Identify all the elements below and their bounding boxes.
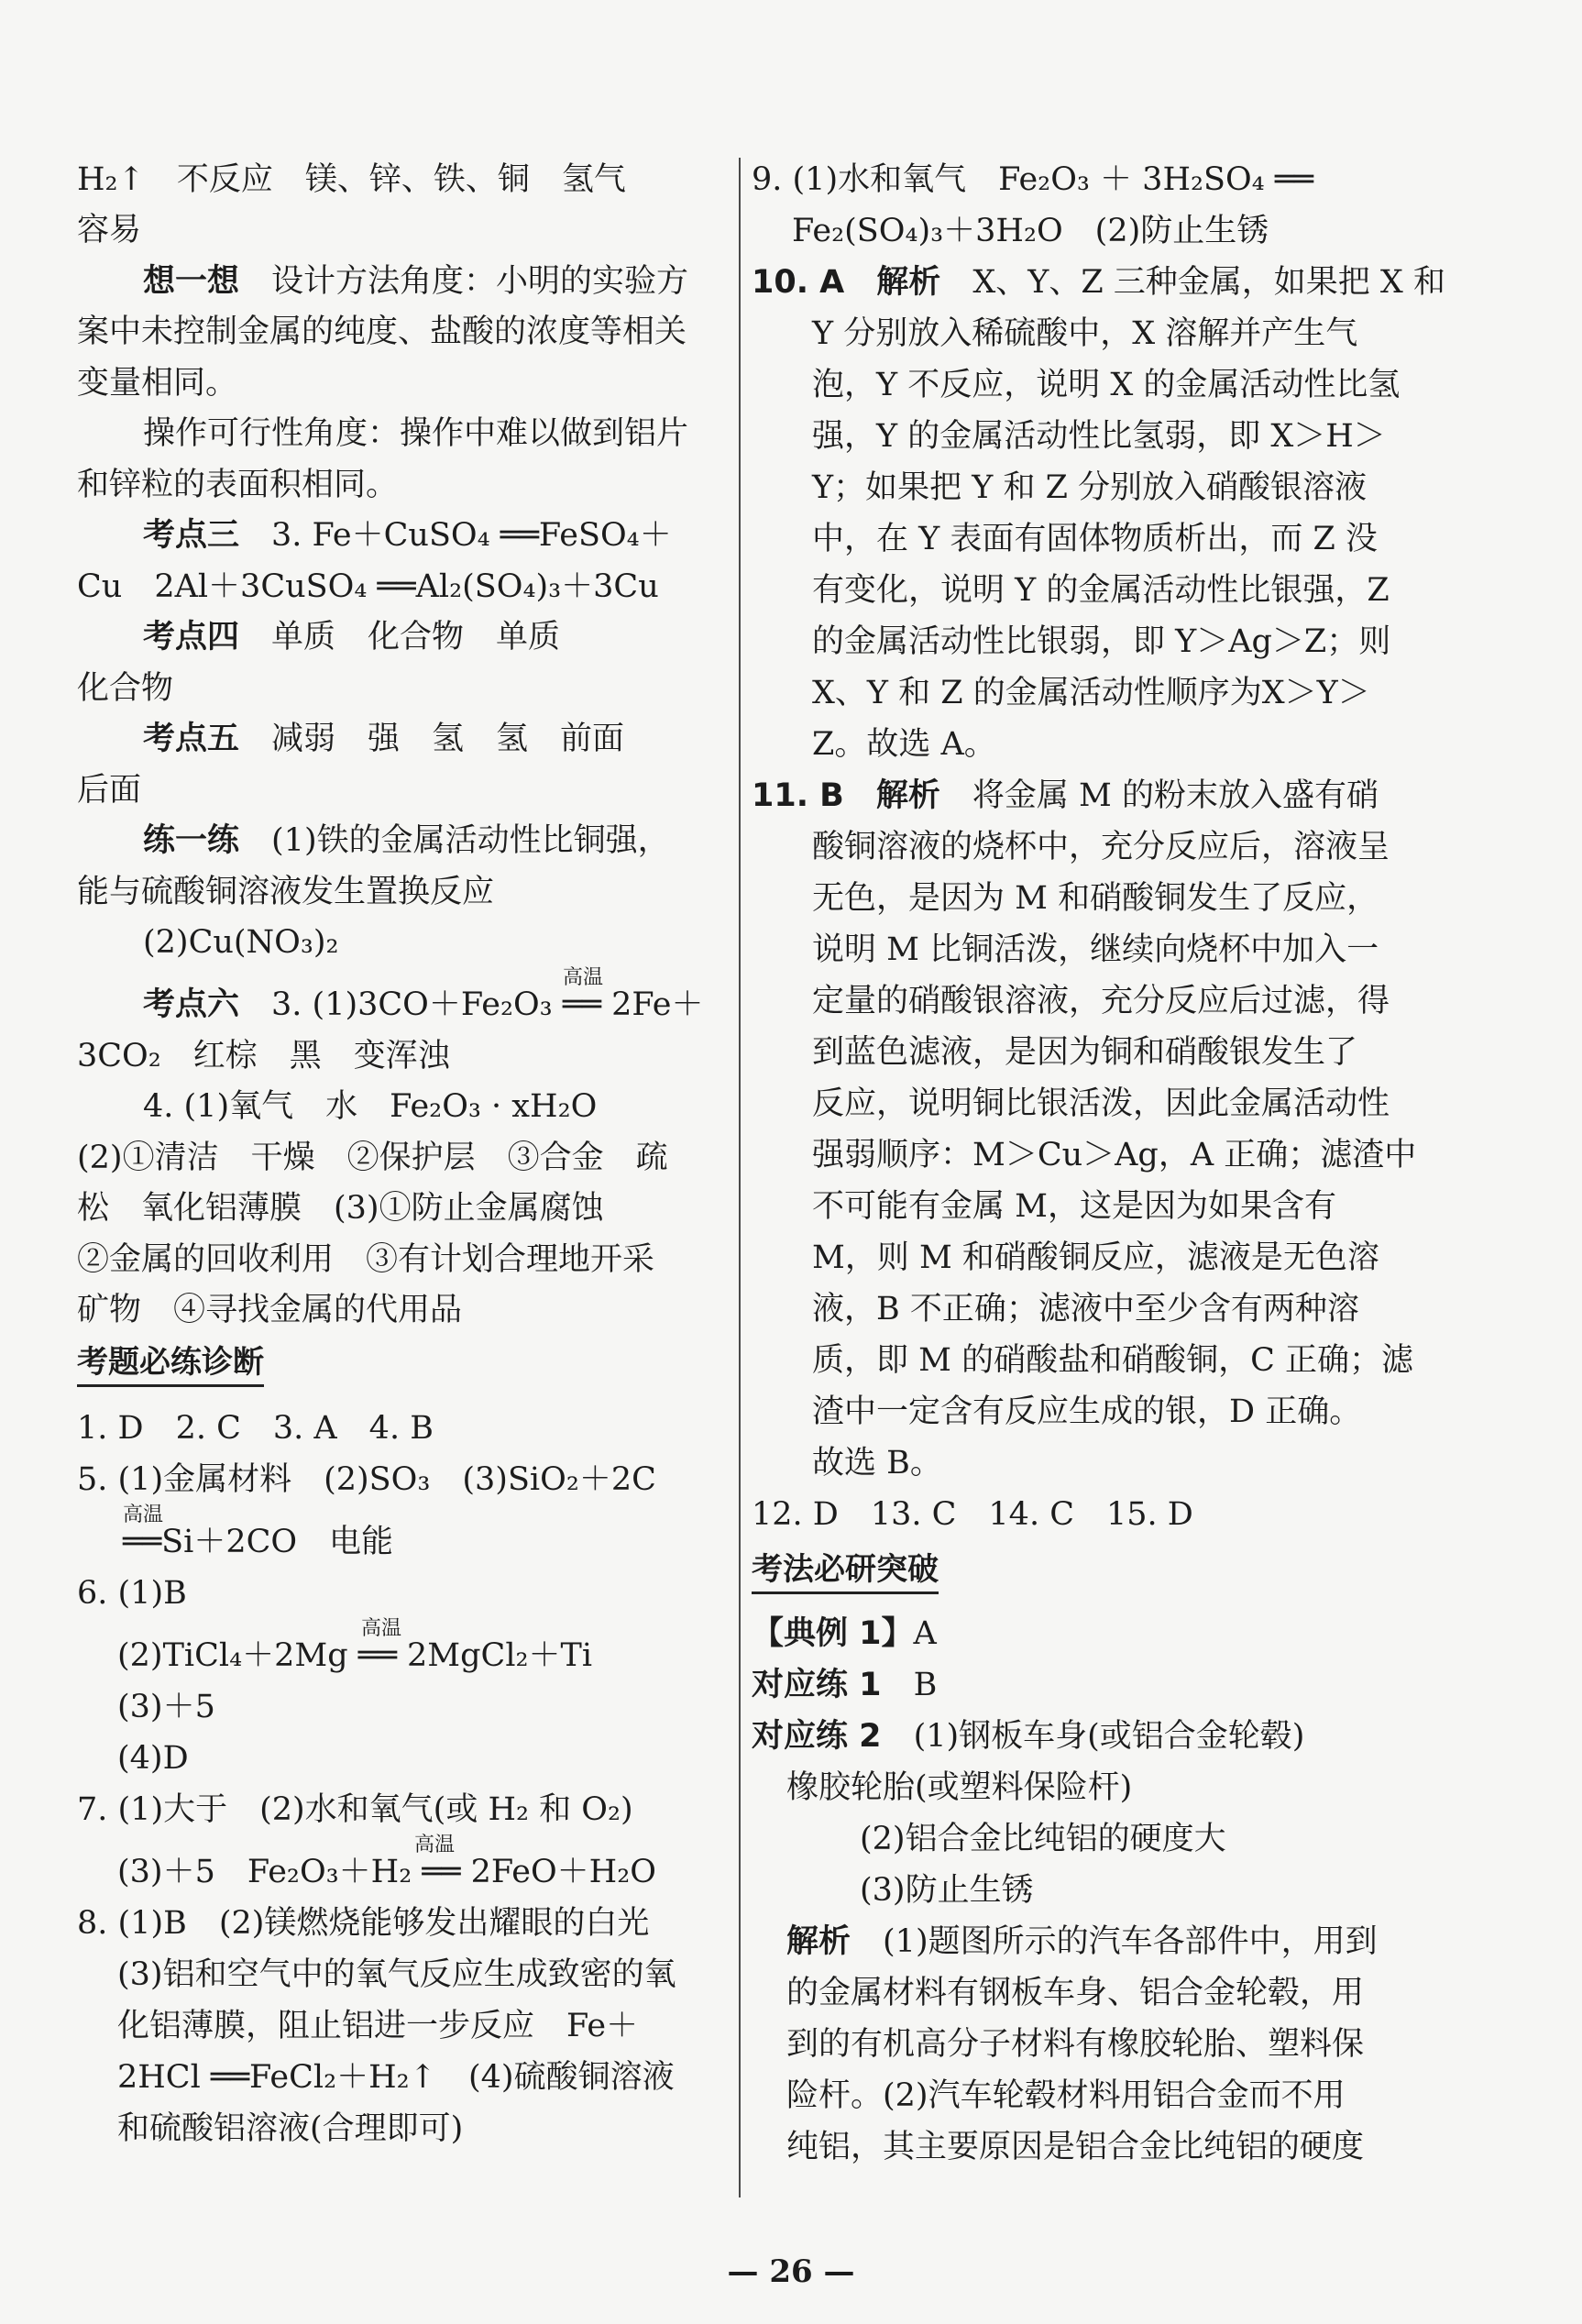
label: 考点六 bbox=[143, 986, 240, 1023]
page-number: — 26 — bbox=[727, 2253, 855, 2290]
reaction-condition: 高温 bbox=[414, 1834, 456, 1856]
text-line: 案中未控制金属的纯度、盐酸的浓度等相关 bbox=[77, 314, 687, 350]
label: 【典例 1】 bbox=[752, 1615, 914, 1652]
text-line: (2)铝合金比纯铝的硬度大 bbox=[860, 1821, 1226, 1857]
text: (1)钢板车身(或铝合金轮毂) bbox=[913, 1718, 1305, 1755]
text-line: Fe₂(SO₄)₃＋3H₂O (2)防止生锈 bbox=[792, 213, 1269, 249]
label: 考点五 bbox=[143, 721, 240, 757]
text: 将金属 M 的粉末放入盛有硝 bbox=[972, 777, 1379, 814]
text-line: 能与硫酸铜溶液发生置换反应 bbox=[77, 874, 495, 910]
text-line: 化铝薄膜，阻止铝进一步反应 Fe＋ bbox=[117, 2008, 639, 2044]
text-line: 液，B 不正确；滤液中至少含有两种溶 bbox=[812, 1291, 1359, 1327]
text-line: 无色，是因为 M 和硝酸铜发生了反应， bbox=[812, 880, 1379, 917]
text-line bbox=[143, 513, 672, 557]
text-line: 8. (1)B (2)镁燃烧能够发出耀眼的白光 bbox=[77, 1905, 650, 1942]
text-line bbox=[143, 819, 670, 863]
text-line: 操作可行性角度：操作中难以做到铝片 bbox=[143, 415, 689, 452]
text-line: 险杆。(2)汽车轮毂材料用铝合金而不用 bbox=[786, 2077, 1346, 2114]
text-line: 质，即 M 的硝酸盐和硝酸铜，C 正确；滤 bbox=[812, 1342, 1413, 1379]
text-line bbox=[752, 1663, 937, 1707]
reaction-condition: 高温 bbox=[123, 1503, 164, 1526]
text-line: (2)①清洁 干燥 ②保护层 ③合金 疏 bbox=[77, 1140, 668, 1176]
text-line: (3)防止生锈 bbox=[860, 1872, 1034, 1909]
text-line: 和硫酸铝溶液(合理即可) bbox=[117, 2110, 464, 2147]
text-line: 2HCl ══FeCl₂＋H₂↑ (4)硫酸铜溶液 bbox=[117, 2059, 675, 2096]
text-line: 定量的硝酸银溶液，充分反应后过滤，得 bbox=[812, 983, 1390, 1019]
text: 3. Fe＋CuSO₄ ══FeSO₄＋ bbox=[271, 517, 672, 554]
text-line: Y 分别放入稀硫酸中，X 溶解并产生气 bbox=[812, 315, 1358, 352]
text-line: 和锌粒的表面积相同。 bbox=[77, 467, 399, 503]
text-line: 强，Y 的金属活动性比氢弱，即 X＞H＞ bbox=[812, 418, 1386, 455]
text: X、Y、Z 三种金属，如果把 X 和 bbox=[972, 264, 1445, 301]
item-number: 10. A bbox=[752, 264, 845, 301]
text-line bbox=[143, 615, 560, 659]
text-line: X、Y 和 Z 的金属活动性顺序为X＞Y＞ bbox=[812, 675, 1370, 711]
label: 解析 bbox=[786, 1923, 851, 1960]
text-line: 有变化，说明 Y 的金属活动性比银强，Z bbox=[812, 572, 1390, 609]
text-line: 纯铝，其主要原因是铝合金比纯铝的硬度 bbox=[786, 2129, 1365, 2165]
text-line: 反应，说明铜比银活泼，因此金属活动性 bbox=[812, 1085, 1390, 1122]
text-line: 变量相同。 bbox=[77, 365, 238, 402]
text: 单质 化合物 单质 bbox=[271, 619, 561, 655]
text-line: (3)铝和空气中的氧气反应生成致密的氧 bbox=[117, 1956, 676, 1993]
text-line bbox=[143, 983, 703, 1027]
text-line: 的金属材料有钢板车身、铝合金轮毂，用 bbox=[786, 1975, 1365, 2011]
text-line bbox=[786, 1920, 1378, 1964]
text-line: 渣中一定含有反应生成的银，D 正确。 bbox=[812, 1393, 1362, 1430]
text-line: ══Si＋2CO 电能 bbox=[123, 1524, 394, 1560]
label: 考点三 bbox=[143, 517, 240, 554]
text-line: 化合物 bbox=[77, 670, 174, 707]
text: 3. (1)3CO＋Fe₂O₃ ══ 2Fe＋ bbox=[271, 986, 704, 1023]
reaction-condition: 高温 bbox=[361, 1617, 402, 1640]
text-line: 泡，Y 不反应，说明 X 的金属活动性比氢 bbox=[812, 367, 1401, 403]
label: 对应练 1 bbox=[752, 1667, 882, 1703]
text-line: 的金属活动性比银弱，即 Y＞Ag＞Z；则 bbox=[812, 623, 1391, 660]
text-line: 9. (1)水和氧气 Fe₂O₃ ＋ 3H₂SO₄ ══ bbox=[752, 161, 1313, 198]
text: 减弱 强 氢 氢 前面 bbox=[271, 721, 625, 757]
text: (1)铁的金属活动性比铜强， bbox=[271, 822, 670, 859]
text-line: Cu 2Al＋3CuSO₄ ══Al₂(SO₄)₃＋3Cu bbox=[77, 568, 659, 605]
text: 设计方法角度：小明的实验方 bbox=[271, 263, 689, 300]
text-line: (3)＋5 Fe₂O₃＋H₂ ══ 2FeO＋H₂O bbox=[117, 1854, 656, 1890]
label: 对应练 2 bbox=[752, 1718, 882, 1755]
text-line: 矿物 ④寻找金属的代用品 bbox=[77, 1292, 463, 1328]
text-line bbox=[752, 260, 1445, 304]
text-line: H₂↑ 不反应 镁、锌、铁、铜 氢气 bbox=[77, 161, 626, 198]
text: (1)题图所示的汽车各部件中，用到 bbox=[883, 1923, 1378, 1960]
text: A bbox=[913, 1615, 937, 1652]
section-header: 考法必研突破 bbox=[752, 1549, 939, 1594]
reaction-condition: 高温 bbox=[563, 966, 604, 989]
text-line: 不可能有金属 M，这是因为如果含有 bbox=[812, 1188, 1336, 1225]
label: 解析 bbox=[876, 264, 941, 301]
text-line: 6. (1)B bbox=[77, 1575, 187, 1612]
text-line: 强弱顺序：M＞Cu＞Ag，A 正确；滤渣中 bbox=[812, 1137, 1417, 1173]
text-line: 中，在 Y 表面有固体物质析出，而 Z 没 bbox=[812, 521, 1378, 557]
text-line: 到的有机高分子材料有橡胶轮胎、塑料保 bbox=[786, 2026, 1365, 2063]
text-line: 7. (1)大于 (2)水和氧气(或 H₂ 和 O₂) bbox=[77, 1791, 633, 1828]
text-line: Y；如果把 Y 和 Z 分别放入硝酸银溶液 bbox=[812, 469, 1368, 506]
text-line bbox=[752, 1612, 937, 1656]
text-line: ②金属的回收利用 ③有计划合理地开采 bbox=[77, 1241, 655, 1278]
text-line: 1. D 2. C 3. A 4. B bbox=[77, 1410, 434, 1447]
text-line: 4. (1)氧气 水 Fe₂O₃ · xH₂O bbox=[143, 1088, 598, 1125]
text-line: (2)TiCl₄＋2Mg ══ 2MgCl₂＋Ti bbox=[117, 1637, 593, 1674]
text: B bbox=[913, 1667, 938, 1703]
text-line bbox=[752, 774, 1379, 818]
text-line bbox=[752, 1714, 1304, 1758]
label: 解析 bbox=[875, 777, 940, 814]
section-header: 考题必练诊断 bbox=[77, 1342, 264, 1387]
text-line: 容易 bbox=[77, 212, 142, 248]
text-line: 后面 bbox=[77, 772, 142, 809]
label: 练一练 bbox=[143, 822, 240, 859]
text-line: 松 氧化铝薄膜 (3)①防止金属腐蚀 bbox=[77, 1190, 604, 1227]
item-number: 11. B bbox=[752, 777, 844, 814]
text-line: 12. D 13. C 14. C 15. D bbox=[752, 1496, 1193, 1533]
text-line: 5. (1)金属材料 (2)SO₃ (3)SiO₂＋2C bbox=[77, 1461, 656, 1498]
text-line: 橡胶轮胎(或塑料保险杆) bbox=[786, 1769, 1133, 1806]
text-line: 故选 B。 bbox=[812, 1445, 942, 1481]
text-line: (3)＋5 bbox=[117, 1689, 215, 1725]
text-line: 3CO₂ 红棕 黑 变浑浊 bbox=[77, 1038, 450, 1074]
text-line: 酸铜溶液的烧杯中，充分反应后，溶液呈 bbox=[812, 829, 1390, 865]
text-line: M，则 M 和硝酸铜反应，滤液是无色溶 bbox=[812, 1239, 1379, 1276]
text-line: (2)Cu(NO₃)₂ bbox=[143, 924, 339, 961]
text-line bbox=[143, 259, 688, 303]
text-line bbox=[143, 717, 624, 761]
text-line: (4)D bbox=[117, 1740, 189, 1777]
text-line: 说明 M 比铜活泼，继续向烧杯中加入一 bbox=[812, 931, 1379, 968]
column-divider bbox=[739, 158, 741, 2197]
label: 想一想 bbox=[143, 263, 240, 300]
text-line: 到蓝色滤液，是因为铜和硝酸银发生了 bbox=[812, 1034, 1358, 1071]
text-line: Z。故选 A。 bbox=[812, 726, 996, 763]
label: 考点四 bbox=[143, 619, 240, 655]
